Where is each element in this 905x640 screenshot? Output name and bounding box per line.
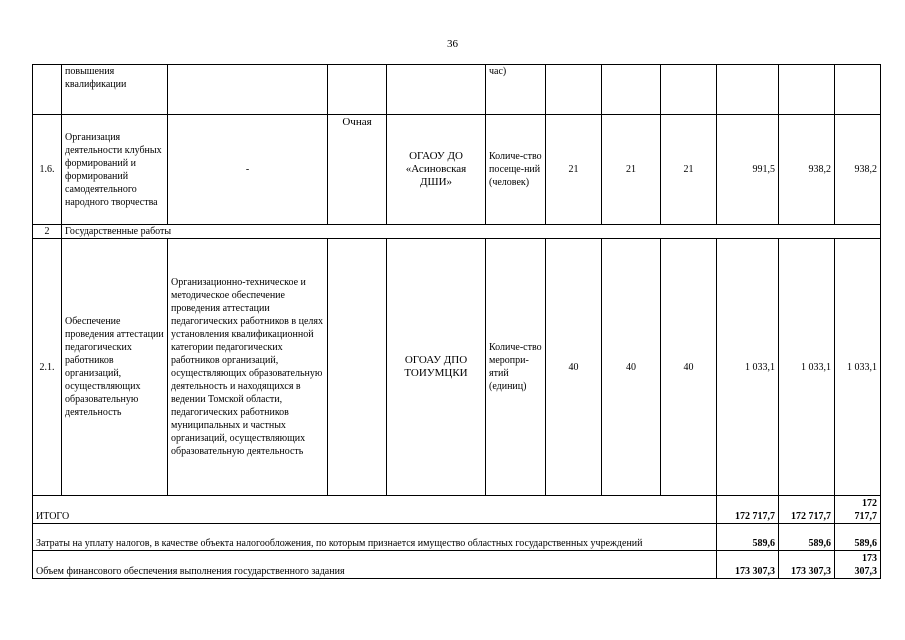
row-name-cell: повышения квалификации — [62, 65, 168, 115]
row-unit-cell: Количе-ство посеще-ний (человек) — [486, 115, 546, 225]
row-finance-3: 938,2 — [835, 115, 881, 225]
tax-finance-1: 589,6 — [717, 524, 779, 551]
row-volume-1: 40 — [546, 239, 602, 496]
row-volume-2: 21 — [602, 115, 661, 225]
row-finance-1: 1 033,1 — [717, 239, 779, 496]
row-finance-2: 1 033,1 — [779, 239, 835, 496]
table-row-section-2 — [33, 225, 881, 239]
row-finance-3: 1 033,1 — [835, 239, 881, 496]
row-finance-1: 991,5 — [717, 115, 779, 225]
row-number: 2.1. — [33, 239, 62, 496]
total-finance-1: 172 717,7 — [717, 496, 779, 524]
budget-table — [32, 64, 881, 579]
grand-finance-2: 173 307,3 — [779, 551, 835, 579]
row-finance-2: 938,2 — [779, 115, 835, 225]
grand-total-label: Объем финансового обеспечения выполнения государственного задания — [33, 551, 717, 579]
tax-finance-3: 589,6 — [835, 524, 881, 551]
section-number: 2 — [33, 225, 62, 239]
table-row-1-6 — [33, 115, 881, 225]
row-volume-1: 21 — [546, 115, 602, 225]
row-volume-2: 40 — [602, 239, 661, 496]
row-number: 1.6. — [33, 115, 62, 225]
grand-finance-3: 173 307,3 — [835, 551, 881, 579]
row-content-cell: Организационно-техническое и методическое обеспечение проведения аттестации педагогических работников в целях установления квалификационной категории педагогических работников организаций, осуществляющих образовательную деятельность и находящихся в ведении Томской области, педагогических работников муниципальных и частных организаций, осуществляющих образовательную деятельность — [168, 239, 328, 496]
grand-finance-1: 173 307,3 — [717, 551, 779, 579]
total-finance-3: 172 717,7 — [835, 496, 881, 524]
total-label: ИТОГО — [33, 496, 717, 524]
page-number: 36 — [447, 38, 458, 50]
section-title: Государственные работы — [62, 225, 881, 239]
row-form-cell: Очная — [328, 115, 387, 225]
row-volume-3: 40 — [661, 239, 717, 496]
row-org-cell: ОГОАУ ДПО ТОИУМЦКИ — [387, 239, 486, 496]
row-org-cell: ОГАОУ ДО «Асиновская ДШИ» — [387, 115, 486, 225]
row-volume-3: 21 — [661, 115, 717, 225]
row-unit-cell: час) — [486, 65, 546, 115]
table-row-continuation — [33, 65, 881, 115]
table-row-tax — [33, 524, 881, 551]
table-row-grand-total — [33, 551, 881, 579]
row-content-cell: - — [168, 115, 328, 225]
row-name-cell: Организация деятельности клубных формирований и формирований самодеятельного народного творчества — [62, 115, 168, 225]
tax-finance-2: 589,6 — [779, 524, 835, 551]
row-unit-cell: Количе-ство меропри-ятий (единиц) — [486, 239, 546, 496]
total-finance-2: 172 717,7 — [779, 496, 835, 524]
table-row-2-1 — [33, 239, 881, 496]
table-row-total — [33, 496, 881, 524]
tax-label: Затраты на уплату налогов, в качестве объекта налогообложения, по которым признается имущество областных государственных учреждений — [33, 524, 717, 551]
row-name-cell: Обеспечение проведения аттестации педагогических работников организаций, осуществляющих образовательную деятельность — [62, 239, 168, 496]
